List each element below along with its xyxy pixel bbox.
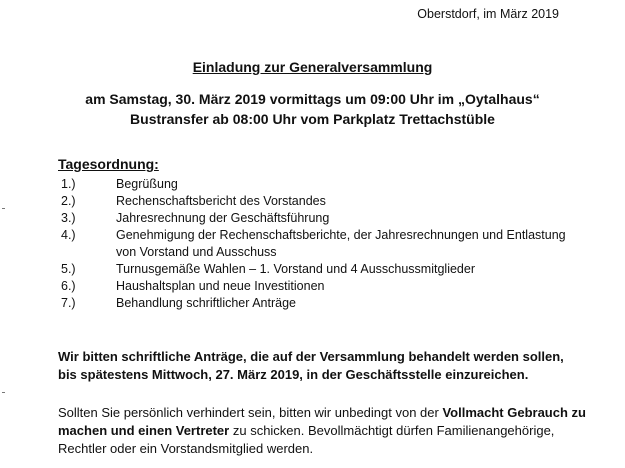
agenda-list bbox=[58, 176, 598, 312]
agenda-item bbox=[58, 295, 598, 312]
agenda-item-text: Rechenschaftsbericht des Vorstandes bbox=[116, 194, 326, 208]
agenda-item-number: 1.) bbox=[61, 177, 76, 191]
agenda-item-continuation bbox=[58, 244, 598, 261]
motions-deadline-notice: Wir bitten schriftliche Anträge, die auf der Versammlung behandelt werden sollen, bis spätestens Mittwoch, 27. März 2019, in der Geschäftsstelle einzureichen. bbox=[58, 349, 564, 382]
agenda-item-text: Genehmigung der Rechenschaftsberichte, der Jahresrechnungen und Entlastung bbox=[116, 228, 566, 242]
margin-mark bbox=[2, 208, 5, 209]
proxy-text-part: zu schicken. Bevollmächtigt dürfen Familienangehörige, Rechtler oder ein Vorstandsmitglied werden. bbox=[58, 423, 555, 456]
agenda-item-text: von Vorstand und Ausschuss bbox=[116, 245, 277, 259]
agenda-item-text: Begrüßung bbox=[116, 177, 178, 191]
agenda-item bbox=[58, 278, 598, 295]
agenda-item-number: 2.) bbox=[61, 194, 76, 208]
agenda-item-text: Haushaltsplan und neue Investitionen bbox=[116, 279, 325, 293]
agenda-item-text: Jahresrechnung der Geschäftsführung bbox=[116, 211, 330, 225]
agenda-item-number: 5.) bbox=[61, 262, 76, 276]
agenda-heading: Tagesordnung: bbox=[58, 156, 159, 172]
agenda-item-number: 7.) bbox=[61, 296, 76, 310]
proxy-text-emphasis: Vollmacht Gebrauch zu machen und einen Vertreter bbox=[58, 405, 586, 438]
agenda-item-number: 3.) bbox=[61, 211, 76, 225]
agenda-item bbox=[58, 210, 598, 227]
agenda-item bbox=[58, 227, 598, 244]
margin-mark bbox=[2, 392, 5, 393]
agenda-item bbox=[58, 176, 598, 193]
bus-transfer-line: Bustransfer ab 08:00 Uhr vom Parkplatz Trettachstüble bbox=[130, 111, 495, 127]
agenda-item bbox=[58, 193, 598, 210]
agenda-item-text: Turnusgemäße Wahlen – 1. Vorstand und 4 Ausschussmitglieder bbox=[116, 262, 475, 276]
proxy-paragraph bbox=[58, 404, 598, 458]
document-title: Einladung zur Generalversammlung bbox=[192, 59, 433, 75]
event-date-line: am Samstag, 30. März 2019 vormittags um 09:00 Uhr im „Oytalhaus“ bbox=[85, 91, 540, 107]
proxy-text-part: Sollten Sie persönlich verhindert sein, bitten wir unbedingt von der bbox=[58, 405, 443, 420]
agenda-item-text: Behandlung schriftlicher Anträge bbox=[116, 296, 296, 310]
agenda-item-number: 4.) bbox=[61, 228, 76, 242]
place-date: Oberstdorf, im März 2019 bbox=[417, 7, 559, 21]
agenda-item-number: 6.) bbox=[61, 279, 76, 293]
agenda-item bbox=[58, 261, 598, 278]
